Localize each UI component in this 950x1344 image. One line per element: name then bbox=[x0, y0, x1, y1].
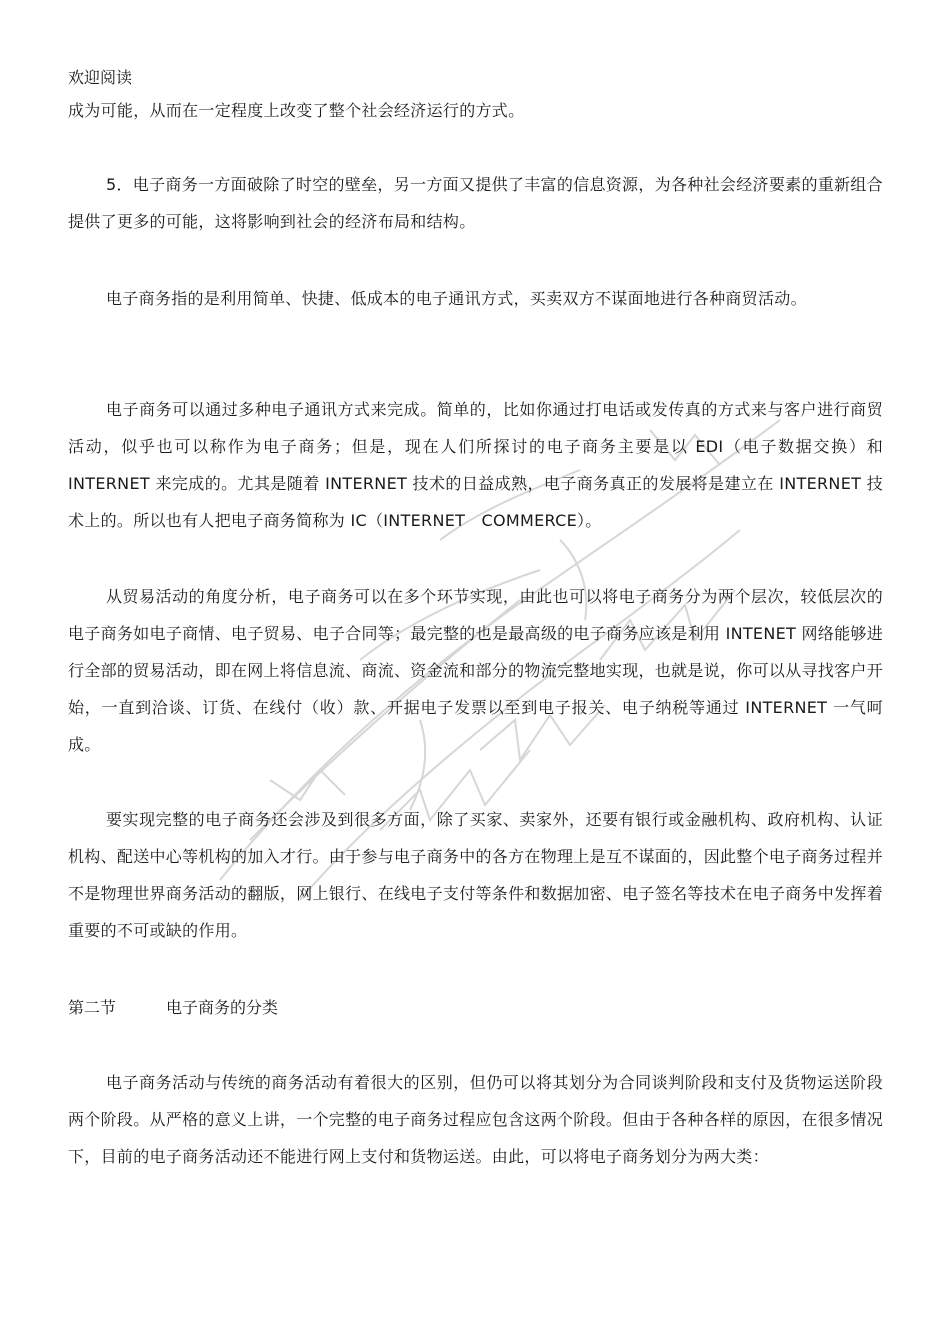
section-title: 电子商务的分类 bbox=[166, 998, 279, 1017]
paragraph-4: 电子商务可以通过多种电子通讯方式来完成。简单的，比如你通过打电话或发传真的方式来与客户进行商贸活动，似乎也可以称作为电子商务；但是，现在人们所探讨的电子商务主要是以 EDI（电子数据交换）和 INTERNET 来完成的。尤其是随着 INTERNET 技术的日益成熟，电子商务真正的发展将是建立在 INTERNET 技术上的。所以也有人把电子商务简称为 IC（INTERNET COMMERCE）。 bbox=[68, 400, 883, 530]
paragraph-7: 电子商务活动与传统的商务活动有着很大的区别，但仍可以将其划分为合同谈判阶段和支付及货物运送阶段两个阶段。从严格的意义上讲，一个完整的电子商务过程应包含这两个阶段。但由于各种各样的原因，在很多情况下，目前的电子商务活动还不能进行网上支付和货物运送。由此，可以将电子商务划分为两大类： bbox=[68, 1073, 884, 1166]
header-text: 欢迎阅读 bbox=[68, 68, 133, 87]
paragraph-2: 5．电子商务一方面破除了时空的壁垒，另一方面又提供了丰富的信息资源，为各种社会经济要素的重新组合提供了更多的可能，这将影响到社会的经济布局和结构。 bbox=[68, 175, 883, 231]
paragraph-6: 要实现完整的电子商务还会涉及到很多方面，除了买家、卖家外，还要有银行或金融机构、政府机构、认证机构、配送中心等机构的加入才行。由于参与电子商务中的各方在物理上是互不谋面的，因此整个电子商务过程并不是物理世界商务活动的翻版，网上银行、在线电子支付等条件和数据加密、电子签名等技术在电子商务中发挥着重要的不可或缺的作用。 bbox=[68, 810, 884, 940]
section-number: 第二节 bbox=[68, 998, 117, 1017]
paragraph-3: 电子商务指的是利用简单、快捷、低成本的电子通讯方式，买卖双方不谋面地进行各种商贸活动。 bbox=[106, 289, 807, 308]
section-heading bbox=[68, 989, 278, 1026]
paragraph-5: 从贸易活动的角度分析，电子商务可以在多个环节实现，由此也可以将电子商务分为两个层次，较低层次的电子商务如电子商情、电子贸易、电子合同等；最完整的也是最高级的电子商务应该是利用 INTENET 网络能够进行全部的贸易活动，即在网上将信息流、商流、资金流和部分的物流完整地实现，也就是说，你可以从寻找客户开始，一直到洽谈、订货、在线付（收）款、开据电子发票以至到电子报关、电子纳税等通过 INTERNET 一气呵成。 bbox=[68, 587, 884, 754]
paragraph-1: 成为可能，从而在一定程度上改变了整个社会经济运行的方式。 bbox=[68, 101, 525, 120]
